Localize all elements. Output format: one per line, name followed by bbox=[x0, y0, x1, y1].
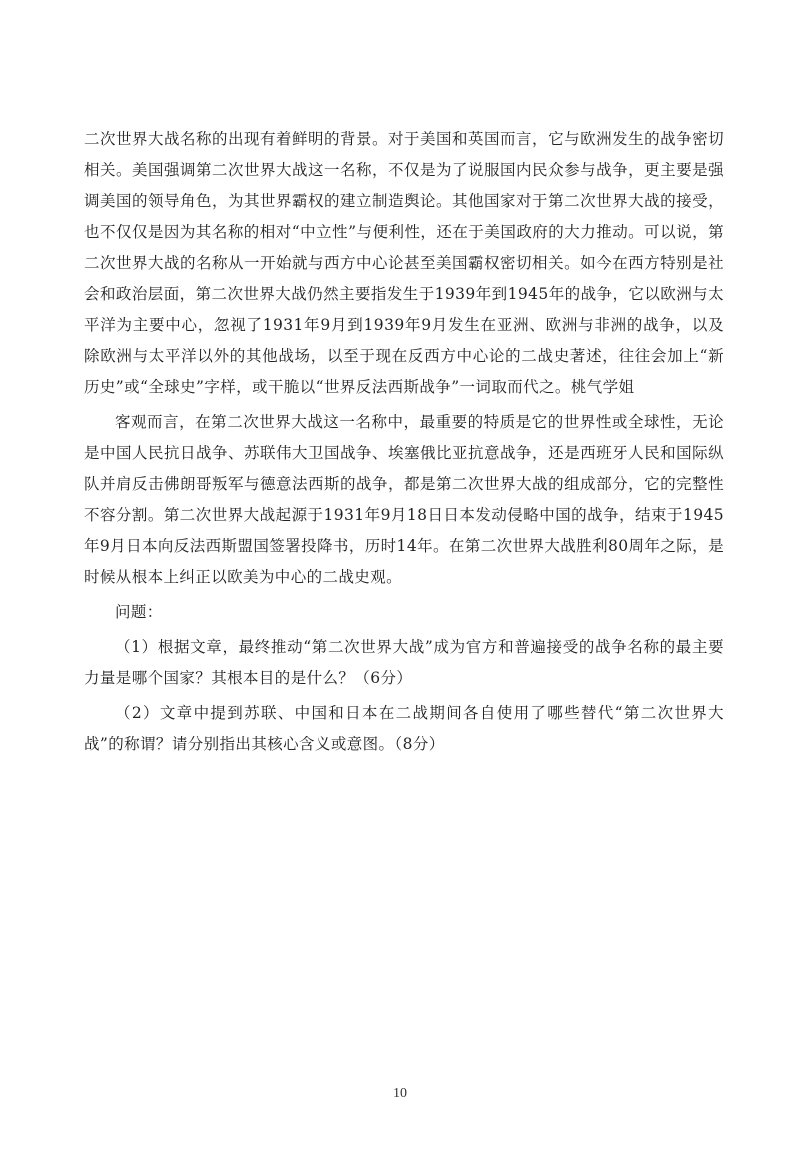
paragraph-2: 客观而言，在第二次世界大战这一名称中，最重要的特质是它的世界性或全球性，无论是中国人民抗日战争、苏联伟大卫国战争、埃塞俄比亚抗意战争，还是西班牙人民和国际纵队并肩反击佛朗哥叛军与德意法西斯的战争，都是第二次世界大战的组成部分，它的完整性不容分割。第二次世界大战起源于1931年9月18日日本发动侵略中国的战争，结束于1945年9月日本向反法西斯盟国签署投降书，历时14年。在第二次世界大战胜利80周年之际，是时候从根本上纠正以欧美为中心的二战史观。 bbox=[84, 413, 724, 586]
page-number: 10 bbox=[393, 1086, 407, 1101]
question-1: （1）根据文章，最终推动“第二次世界大战”成为官方和普遍接受的战争名称的最主要力量是哪个国家？其根本目的是什么？（6分） bbox=[84, 638, 724, 687]
document-body bbox=[84, 124, 724, 760]
paragraph-1: 二次世界大战名称的出现有着鲜明的背景。对于美国和英国而言，它与欧洲发生的战争密切相关。美国强调第二次世界大战这一名称，不仅是为了说服国内民众参与战争，更主要是强调美国的领导角色，为其世界霸权的建立制造舆论。其他国家对于第二次世界大战的接受，也不仅仅是因为其名称的相对“中立性”与便利性，还在于美国政府的大力推动。可以说，第二次世界大战的名称从一开始就与西方中心论甚至美国霸权密切相关。如今在西方特别是社会和政治层面，第二次世界大战仍然主要指发生于1939年到1945年的战争，它以欧洲与太平洋为主要中心，忽视了1931年9月到1939年9月发生在亚洲、欧洲与非洲的战争，以及除欧洲与太平洋以外的其他战场，以至于现在反西方中心论的二战史著述，往往会加上“新历史”或“全球史”字样，或干脆以“世界反法西斯战争”一词取而代之。桃气学姐 bbox=[84, 130, 724, 396]
question-2: （2）文章中提到苏联、中国和日本在二战期间各自使用了哪些替代“第二次世界大战”的称谓？请分别指出其核心含义或意图。（8分） bbox=[84, 704, 724, 753]
questions-label: 问题： bbox=[115, 603, 163, 621]
